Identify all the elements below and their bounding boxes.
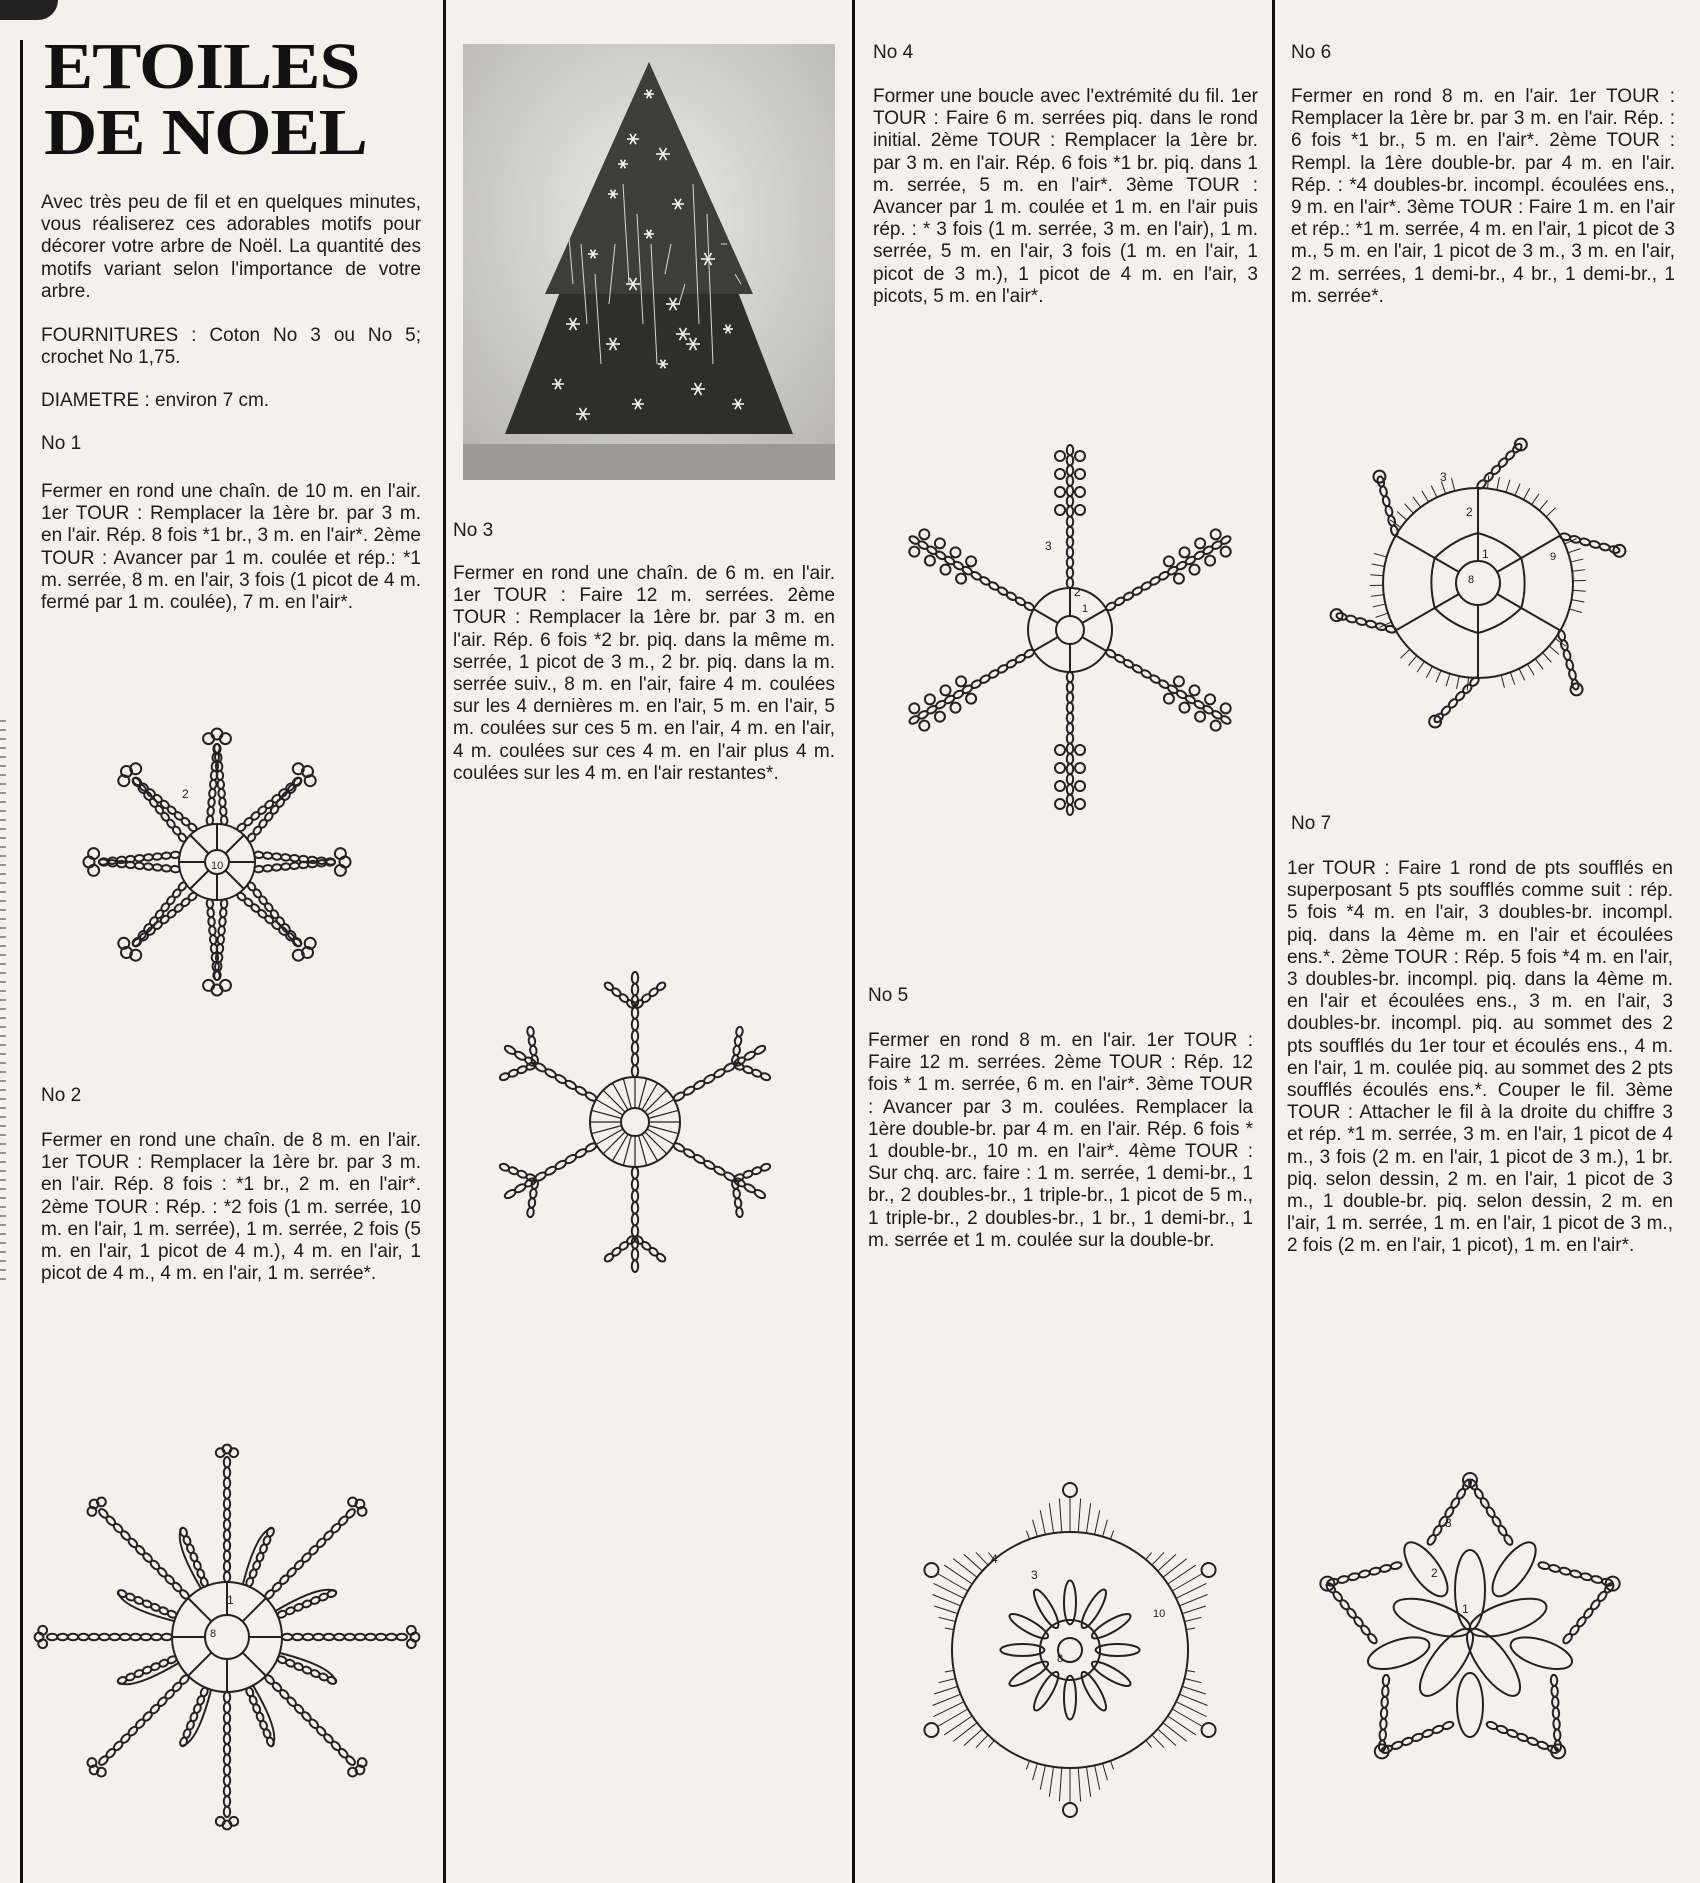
motif-3-heading: No 3: [453, 520, 494, 541]
column-rule-3: [1272, 0, 1275, 1883]
d7-label-2: 2: [1431, 1566, 1438, 1580]
page-title: [44, 30, 380, 169]
motif-7-diagram: [1295, 1465, 1645, 1795]
d6-label-9: 9: [1550, 551, 1557, 563]
d4-label-3: 3: [1045, 539, 1052, 553]
d2-label-1: 1: [227, 1593, 234, 1607]
motif-7-heading: No 7: [1291, 813, 1332, 834]
d1-label-2: 2: [182, 787, 189, 801]
d6-label-3: 3: [1440, 470, 1447, 484]
d5-label-3: 3: [1031, 1568, 1038, 1582]
motif-5-heading: No 5: [868, 985, 909, 1006]
binding-edge: [0, 720, 6, 1280]
d6-label-2: 2: [1466, 505, 1473, 519]
motif-6-diagram: [1318, 433, 1638, 733]
d4-label-1: 1: [1082, 603, 1089, 615]
d4-label-2: 2: [1074, 585, 1081, 599]
d6-label-8: 8: [1468, 574, 1475, 586]
column-rule-left: [20, 40, 23, 1883]
motif-4-diagram: [900, 430, 1240, 820]
diametre-text: DIAMETRE : environ 7 cm.: [41, 390, 270, 411]
column-rule-1: [443, 0, 446, 1883]
motif-2-diagram: [42, 1452, 412, 1822]
d6-label-1: 1: [1482, 547, 1489, 561]
title-line-1: ETOILES: [44, 30, 360, 103]
corner-mark: [0, 0, 58, 20]
motif-1-text: Fermer en rond une chaîn. de 10 m. en l'air. 1er TOUR : Remplacer la 1ère br. par 3 m. en l'air. Rép. 8 fois *1 br., 3 m. en l'air*. 2ème TOUR : Avancer par 1 m. coulée et rép.: *1 m. serrée, 8 m. en l'air, 3 fois (1 picot de 4 m. fermé par 1 m. coulée), 7 m. en l'air*.: [41, 481, 421, 614]
motif-2-heading: No 2: [41, 1085, 82, 1106]
motif-1-heading: No 1: [41, 433, 82, 454]
motif-6-text: Fermer en rond 8 m. en l'air. 1er TOUR : Remplacer la 1ère br. par 3 m. en l'air. Rép. : 6 fois *1 br., 5 m. en l'air*. 2ème TOUR : Rempl. la 1ère double-br. par 4 m. en l'air. Rép. : *4 doubles-br. incompl. écoulées ens., 9 m. en l'air*. 3ème TOUR : Faire 1 m. en l'air et rép.: *1 m. serrée, 4 m. en l'air, 1 picot de 3 m., 5 m. en l'air, 1 picot de 3 m., 3 m. en l'air, 2 m. serrées, 1 demi-br., 4 br., 1 demi-br., 1 m. serrée*.: [1291, 86, 1675, 307]
motif-7-text: 1er TOUR : Faire 1 rond de pts soufflés en superposant 5 pts soufflés comme suit : rép. 5 fois *4 m. en l'air, 3 doubles-br. incompl. piq. dans la 4ème m. en l'air et écoulées ens.*. 2ème TOUR : Rép. 5 fois *4 m. en l'air, 3 doubles-br. incompl. piq. dans la 4ème m. en l'air et écoulées ens., 3 m. en l'air, 3 doubles-br. incompl. piq. au sommet des 2 pts soufflés du 1er tour et écoulés ens., 4 m. en l'air, 1 m. coulée piq. au sommet des 2 pts soufflés écoulés ens.*. Couper le fil. 3ème TOUR : Attacher le fil à la droite du chiffre 3 et rép. *1 m. serrée, 3 m. en l'air, 1 picot de 4 m., 3 fois (2 m. en l'air, 1 picot de 3 m.), 1 br. piq. selon dessin, 2 m. en l'air, 1 picot de 3 m., 1 double-br. piq. selon dessin, 2 m. en l'air, 1 m. serrée, 1 m. en l'air, 1 picot de 3 m., 2 fois (2 m. en l'air, 1 picot), 1 m. en l'air*.: [1287, 858, 1673, 1257]
d1-label-10: 10: [211, 860, 224, 872]
d5-label-4: 4: [991, 1552, 998, 1566]
title-line-2: DE NOEL: [44, 96, 367, 169]
fournitures-text: FOURNITURES : Coton No 3 ou No 5; crochet No 1,75.: [41, 325, 421, 369]
christmas-tree-photo: [463, 44, 835, 480]
d7-label-1: 1: [1462, 1602, 1469, 1616]
d5-label-10: 10: [1153, 1608, 1166, 1620]
d7-label-3: 3: [1445, 1516, 1452, 1530]
motif-5-diagram: [915, 1485, 1225, 1815]
motif-4-text: Former une boucle avec l'extrémité du fil. 1er TOUR : Faire 6 m. serrées piq. dans le rond initial. 2ème TOUR : Remplacer la 1ère br. par 3 m. en l'air. Rép. 6 fois *1 br. piq. dans 1 m. serrée, 5 m. en l'air*. 3ème TOUR : Avancer par 1 m. coulée et 1 m. en l'air puis rép. : * 3 fois (1 m. serrée, 3 m. en l'air), 1 m. serrée, 5 m. en l'air, 3 fois (1 m. en l'air, 1 picot de 3 m.), 1 picot de 4 m. en l'air, 3 picots, 5 m. en l'air*.: [873, 86, 1258, 307]
motif-4-heading: No 4: [873, 42, 914, 63]
motif-2-text: Fermer en rond une chaîn. de 8 m. en l'air. 1er TOUR : Remplacer la 1ère br. par 3 m. en l'air. Rép. 8 fois : *1 br., 2 m. en l'air*. 2ème TOUR : Rép. : *2 fois (1 m. serrée, 10 m. en l'air, 1 m. serrée), 1 m. serrée, 2 fois (5 m. en l'air, 1 picot de 4 m.), 4 m. en l'air, 1 picot de 4 m., 4 m. en l'air, 1 m. serrée*.: [41, 1130, 421, 1285]
motif-1-diagram: [77, 722, 357, 1002]
motif-3-diagram: [500, 962, 770, 1282]
d2-label-8: 8: [210, 1628, 217, 1640]
intro-text: Avec très peu de fil et en quelques minutes, vous réaliserez ces adorables motifs pour décorer votre arbre de Noël. La quantité des motifs variant selon l'importance de votre arbre.: [41, 192, 421, 302]
motif-6-heading: No 6: [1291, 42, 1332, 63]
column-rule-2: [852, 0, 855, 1883]
motif-3-text: Fermer en rond une chaîn. de 6 m. en l'air. 1er TOUR : Faire 12 m. serrées. 2ème TOUR : Remplacer la 1ère br. par 3 m. en l'air. Rép. 6 fois *2 br. piq. dans la même m. serrée, 1 picot de 3 m., 2 br. piq. dans la m. serrée suiv., 8 m. en l'air, faire 4 m. coulées sur les 4 dernières m. en l'air, 5 m. en l'air, 5 m. coulées sur ces 5 m. en l'air, 4 m. en l'air, 4 m. coulées sur ces 4 m. en l'air plus 4 m. coulées sur les 4 m. en l'air restantes*.: [453, 563, 835, 784]
d5-label-8: 8: [1057, 1653, 1064, 1665]
motif-5-text: Fermer en rond 8 m. en l'air. 1er TOUR : Faire 12 m. serrées. 2ème TOUR : Rép. 12 fois * 1 m. serrée, 6 m. en l'air*. 3ème TOUR : Avancer par 3 m. coulées. Remplacer la 1ère double-br. par 4 m. en l'air. Rép. 6 fois * 1 double-br., 10 m. en l'air*. 4ème TOUR : Sur chq. arc. faire : 1 m. serrée, 1 demi-br., 1 br., 2 doubles-br., 1 triple-br., 1 picot de 5 m., 1 triple-br., 2 doubles-br., 1 br., 1 demi-br., 1 m. serrée et 1 m. coulée sur la double-br.: [868, 1030, 1253, 1251]
